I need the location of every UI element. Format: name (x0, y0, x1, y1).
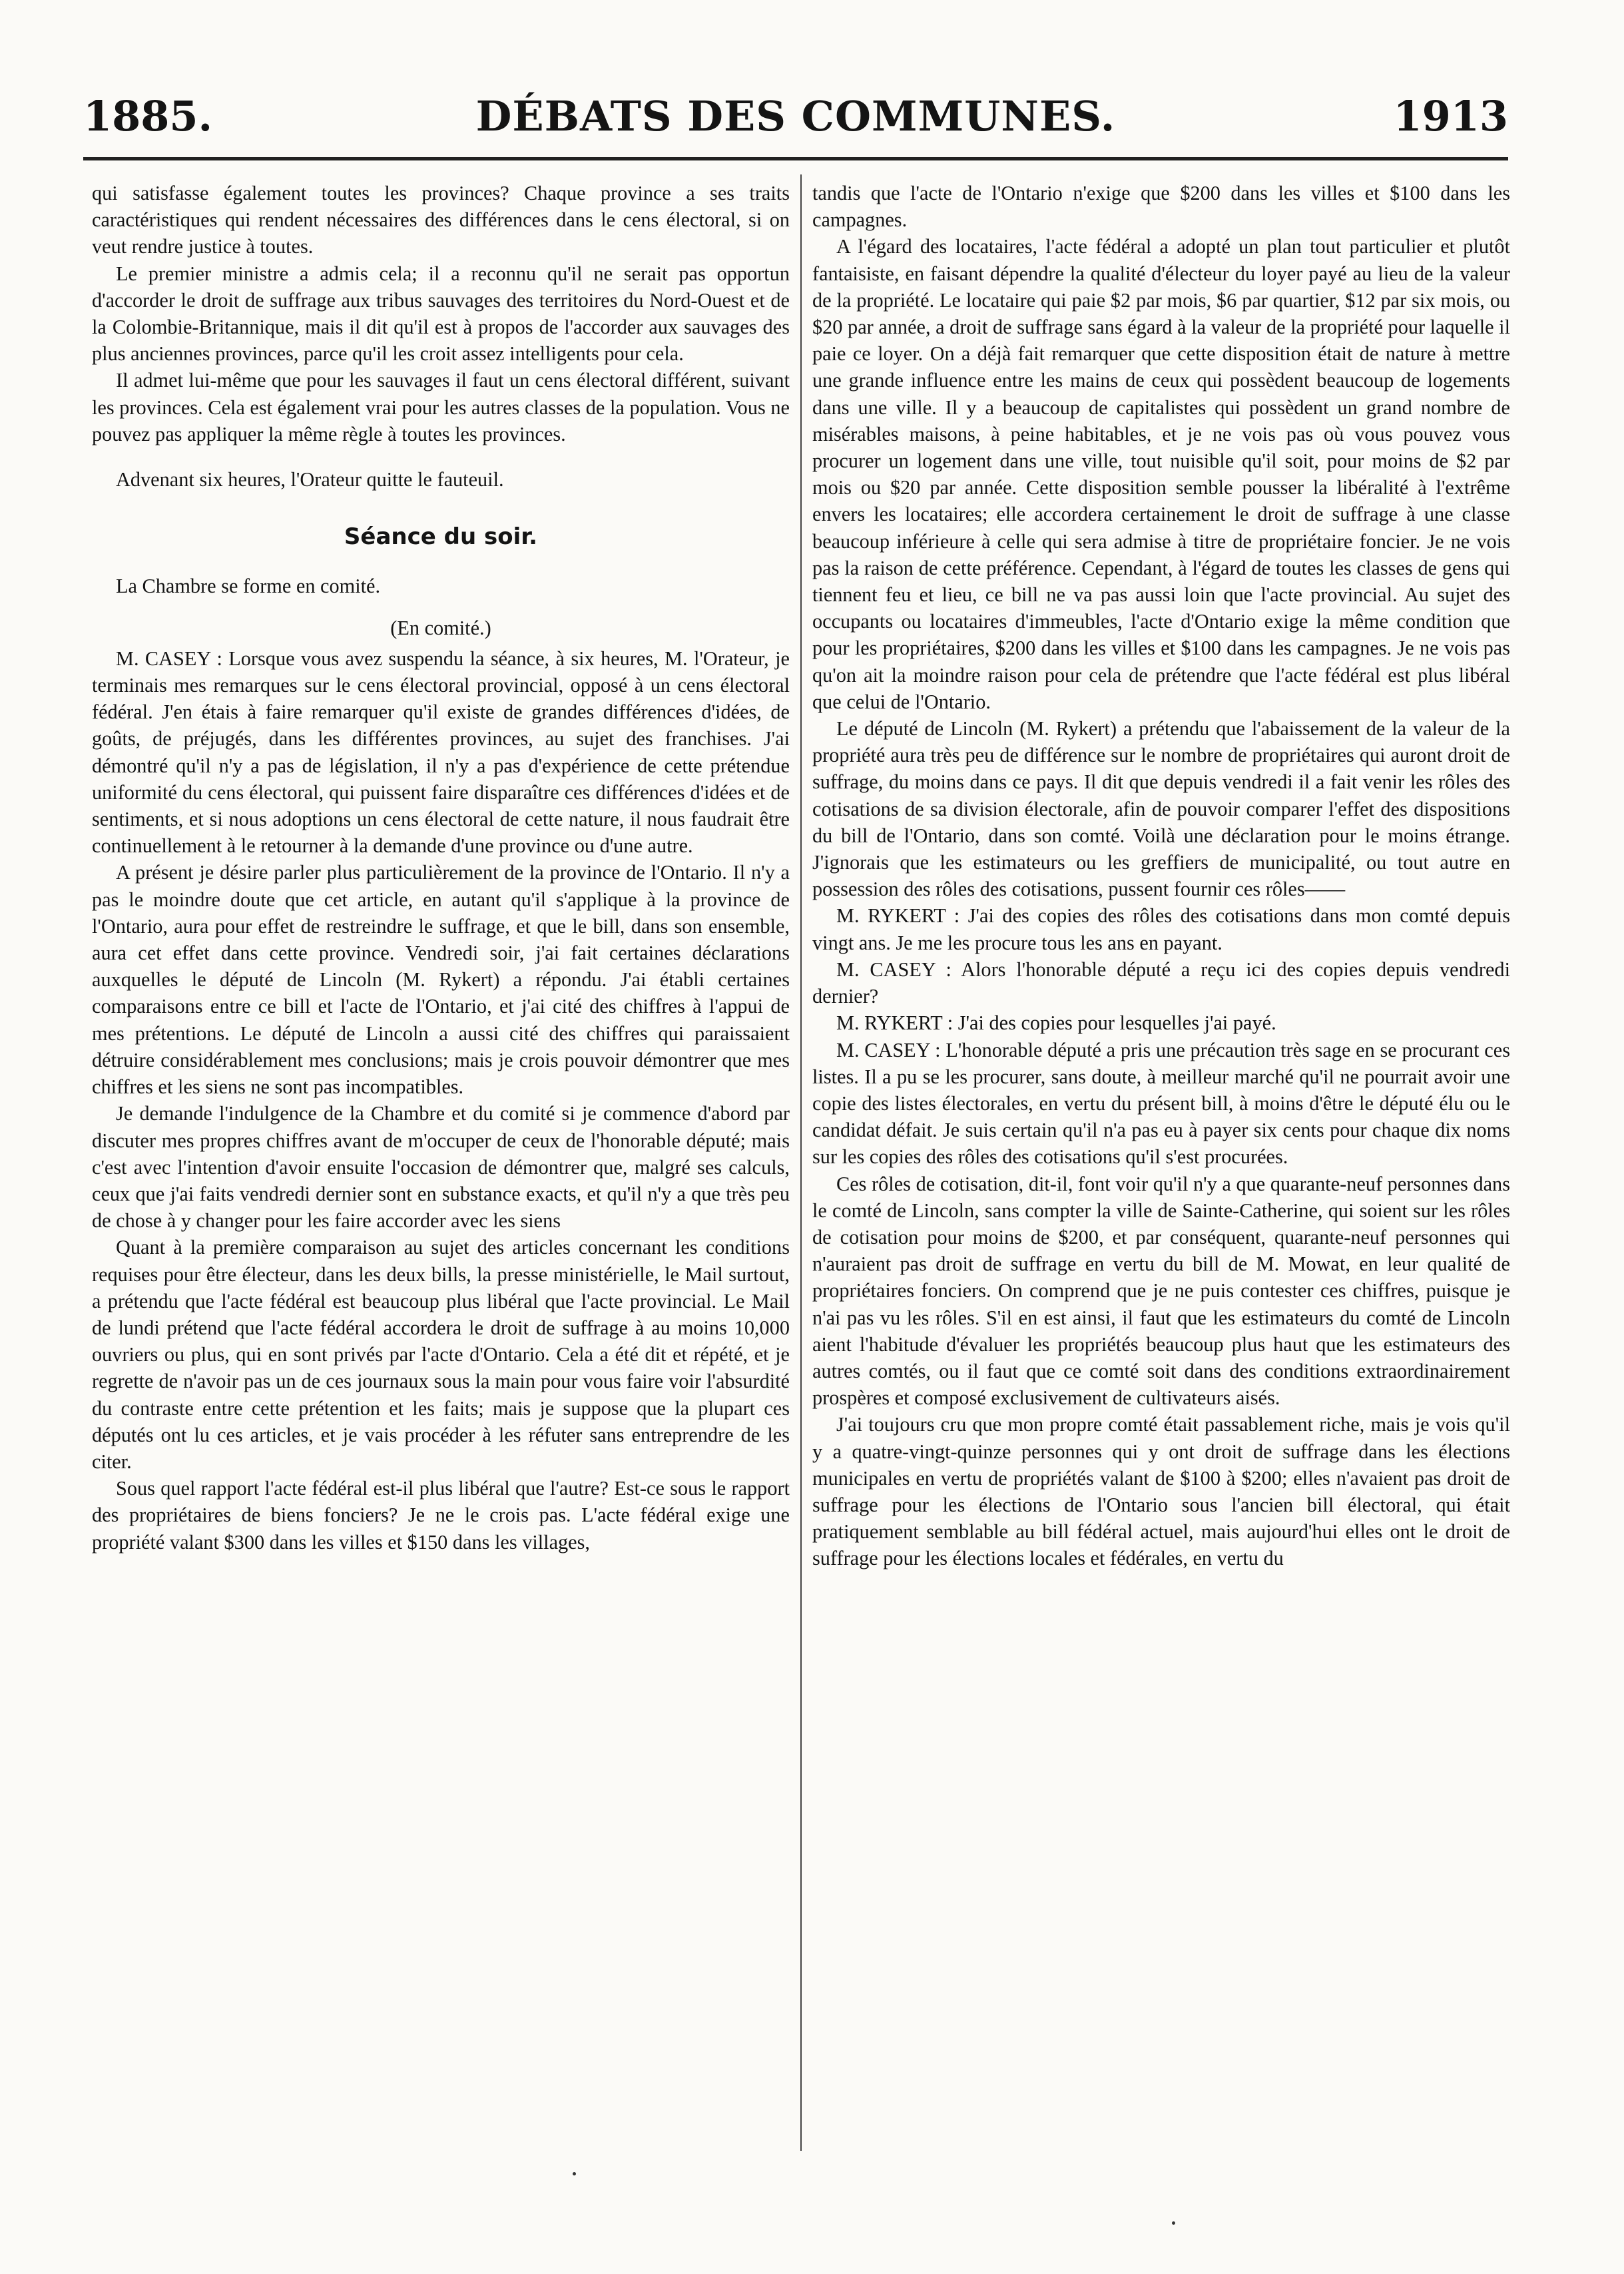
speech-casey: M. CASEY : L'honorable député a pris une précaution très sage en se procurant ces listes. Il a pu se les procurer, sans doute, à meilleur marché qu'il ne pourrait avoir une copie des listes électorales, en vertu du présent bill, à moins d'être le député élu ou le candidat défait. Je suis certain qu'il n'a pas eu à payer six cents pour chaque dix noms sur les copies des rôles des cotisations qu'il s'est procurées. (812, 1038, 1510, 1169)
header-rule (83, 157, 1508, 160)
paragraph: J'ai toujours cru que mon propre comté était passablement riche, mais je vois qu'il y a quatre-vingt-quinze personnes qui y ont droit de suffrage dans les élections municipales en vertu de propriétés valant de $100 à $200; elles n'avaient pas droit de suffrage pour les élections de l'Ontario sous l'ancien bill électoral, qui était pratiquement semblable au bill fédéral actuel, mais aujourd'hui elles ont le droit de suffrage pour les élections locales et fédérales, en vertu du (812, 1413, 1510, 1570)
paragraph: qui satisfasse également toutes les provinces? Chaque province a ses traits caractéristiques qui rendent nécessaires des différences dans le cens électoral, si on veut rendre justice à toutes. (92, 182, 790, 258)
adjournment-note: Advenant six heures, l'Orateur quitte le fauteuil. (116, 468, 504, 491)
committee-label: (En comité.) (390, 616, 491, 639)
paragraph: Il admet lui-même que pour les sauvages il faut un cens électoral différent, suivant les provinces. Cela est également vrai pour les autres classes de la population. Vous ne pouvez pas appliquer la même règle à toutes les provinces. (92, 369, 790, 445)
paragraph: tandis que l'acte de l'Ontario n'exige que $200 dans les villes et $100 dans les campagnes. (812, 182, 1510, 232)
print-speck (1172, 2221, 1175, 2225)
print-speck (573, 2172, 576, 2175)
speech-rykert: M. RYKERT : J'ai des copies pour lesquelles j'ai payé. (836, 1011, 1276, 1035)
header-year: 1885. (83, 92, 213, 141)
paragraph: Quant à la première comparaison au sujet des articles concernant les conditions requises pour être électeur, dans les deux bills, la presse ministérielle, le Mail surtout, a prétendu que l'acte fédéral est beaucoup plus libéral que l'acte provincial. Le Mail de lundi prétend que l'acte fédéral accordera le droit de suffrage à au moins 10,000 ouvriers ou plus, qui en sont privés par l'acte d'Ontario. Cela a été dit et répété, et je regrette de n'avoir pas un de ces journaux sous la main pour vous faire voir l'absurdité du contraste entre cette prétention et les faits; mais je suppose que la plupart ces députés ont lu ces articles, et je vais procéder à les réfuter sans entreprendre de les citer. (92, 1236, 790, 1473)
paragraph: Sous quel rapport l'acte fédéral est-il plus libéral que l'autre? Est-ce sous le rapport des propriétaires de biens fonciers? Je ne le crois pas. L'acte fédéral exige une propriété valant $300 dans les villes et $150 dans les villages, (92, 1477, 790, 1554)
paragraph: Le premier ministre a admis cela; il a reconnu qu'il ne serait pas opportun d'accorder le droit de suffrage aux tribus sauvages des territoires du Nord-Ouest et de la Colombie-Britannique, mais il dit qu'il est à propos de l'accorder aux sauvages des plus anciennes provinces, parce qu'il les croit assez intelligents pour cela. (92, 262, 790, 366)
paragraph: Ces rôles de cotisation, dit-il, font voir qu'il n'y a que quarante-neuf personnes dans le comté de Lincoln, sans compter la ville de Sainte-Catherine, qui soient sur les rôles de cotisation pour moins de $200, et par conséquent, quarante-neuf personnes qui n'auraient pas droit de suffrage en vertu du bill de M. Mowat, en leur qualité de propriétaires fonciers. On comprend que je ne puis contester ces chiffres, puisque je n'ai pas vu les rôles. S'il en est ainsi, il faut que les estimateurs du comté de Lincoln aient l'habitude d'évaluer les propriétés beaucoup plus haut que les estimateurs des autres comtés, ou il faut que ce comté soit dans des conditions extraordinairement prospères et composé exclusivement de cultivateurs aisés. (812, 1172, 1510, 1410)
paragraph: Je demande l'indulgence de la Chambre et du comité si je commence d'abord par discuter mes propres chiffres avant de m'occuper de ceux de l'honorable député; mais c'est avec l'intention d'avoir ensuite l'occasion de démontrer que, malgré ses calculs, ceux que j'ai faits vendredi dernier sont en substance exacts, et qu'il n'y a que très peu de chose à y changer pour les faire accorder avec les siens (92, 1102, 790, 1233)
column-divider (800, 174, 802, 2151)
page-header (83, 92, 1508, 150)
paragraph: Le député de Lincoln (M. Rykert) a prétendu que l'abaissement de la valeur de la propriété aura très peu de différence sur le nombre de propriétaires qui auront droit de suffrage, du moins dans ce pays. Il dit que depuis vendredi il a fait venir les rôles des cotisations de sa division électorale, afin de pouvoir comparer l'effet des dispositions du bill de l'Ontario, dans son comté. Voilà une déclaration pour le moins étrange. J'ignorais que les estimateurs ou les greffiers de municipalité, ou tout autre en possession des rôles des cotisations, pussent fournir ces rôles—— (812, 717, 1510, 901)
paragraph: A l'égard des locataires, l'acte fédéral a adopté un plan tout particulier et plutôt fantaisiste, en faisant dépendre la qualité d'électeur du loyer payé au lieu de la valeur de la propriété. Le locataire qui paie $2 par mois, $6 par quartier, $12 par six mois, ou $20 par année, a droit de suffrage sans égard à la valeur de la propriété pour laquelle il paie ce loyer. On a déjà fait remarquer que cette disposition était de nature à mettre une grande influence entre les mains de ceux qui possèdent beaucoup de logements dans une ville. Il y a beaucoup de capitalistes qui possèdent un grand nombre de misérables maisons, à peine habitables, et je ne vois pas où vous pouvez vous procurer un logement dans une ville, tout nuisible qu'il soit, pour moins de $2 par mois ou $20 par année. Cette disposition semble pousser la libéralité à l'extrême envers les locataires; elle accordera certainement le droit de suffrage à une classe beaucoup inférieure à celle qui sera admise à titre de propriétaire foncier. Je ne vois pas la raison de cette préférence. Cependant, à l'égard de toutes les classes de gens qui tiennent feu et lieu, ce bill ne va pas aussi loin que l'acte provincial. Au sujet des occupants ou locataires d'immeubles, l'acte d'Ontario exige la même condition que pour les propriétaires, $200 dans les villes et $100 dans les campagnes. Je ne vois pas qu'on ait la moindre raison pour cela de prétendre que l'acte fédéral est plus libéral que celui de l'Ontario. (812, 235, 1510, 713)
header-journal-title: DÉBATS DES COMMUNES. (475, 92, 1116, 141)
speech-rykert: M. RYKERT : J'ai des copies des rôles des cotisations dans mon comté depuis vingt ans. Je me les procure tous les ans en payant. (812, 904, 1510, 954)
right-column (812, 180, 1510, 1572)
header-page-number: 1913 (1393, 92, 1508, 141)
paragraph: A présent je désire parler plus particulièrement de la province de l'Ontario. Il n'y a pas le moindre doute que cet article, en autant qu'il s'applique à la province de l'Ontario, aura pour effet de restreindre le suffrage, et que le bill, dans son ensemble, aura cet effet dans cette province. Vendredi soir, j'ai fait certaines déclarations auxquelles le député de Lincoln (M. Rykert) a répondu. J'ai établi certaines comparaisons entre ce bill et l'acte de l'Ontario, et j'ai cité des chiffres à l'appui de mes prétentions. Le député de Lincoln a aussi cité des chiffres qui paraissaient détruire considérablement mes conclusions; mais je crois pouvoir démontrer que mes chiffres et les siens ne sont pas incompatibles. (92, 861, 790, 1099)
speech-casey: M. CASEY : Alors l'honorable député a reçu ici des copies depuis vendredi dernier? (812, 958, 1510, 1008)
speech-casey: M. CASEY : Lorsque vous avez suspendu la séance, à six heures, M. l'Orateur, je terminais mes remarques sur le cens électoral provincial, opposé à un cens électoral fédéral. J'en étais à faire remarquer qu'il existe de grandes différences d'idées, de goûts, de préjugés, dans les différentes provinces, au sujet des franchises. J'ai démontré qu'il n'y a pas de législation, il n'y a pas d'expérience de cette prétendue uniformité du cens électoral, qui puissent faire disparaître ces différences d'idées et de sentiments, et si nous adoptions un cens électoral de cette nature, il nous faudrait être continuellement à le retourner à la demande d'une province ou d'une autre. (92, 647, 790, 858)
committee-note: La Chambre se forme en comité. (116, 575, 381, 598)
section-title: Séance du soir. (344, 523, 538, 551)
left-column (92, 180, 790, 1556)
